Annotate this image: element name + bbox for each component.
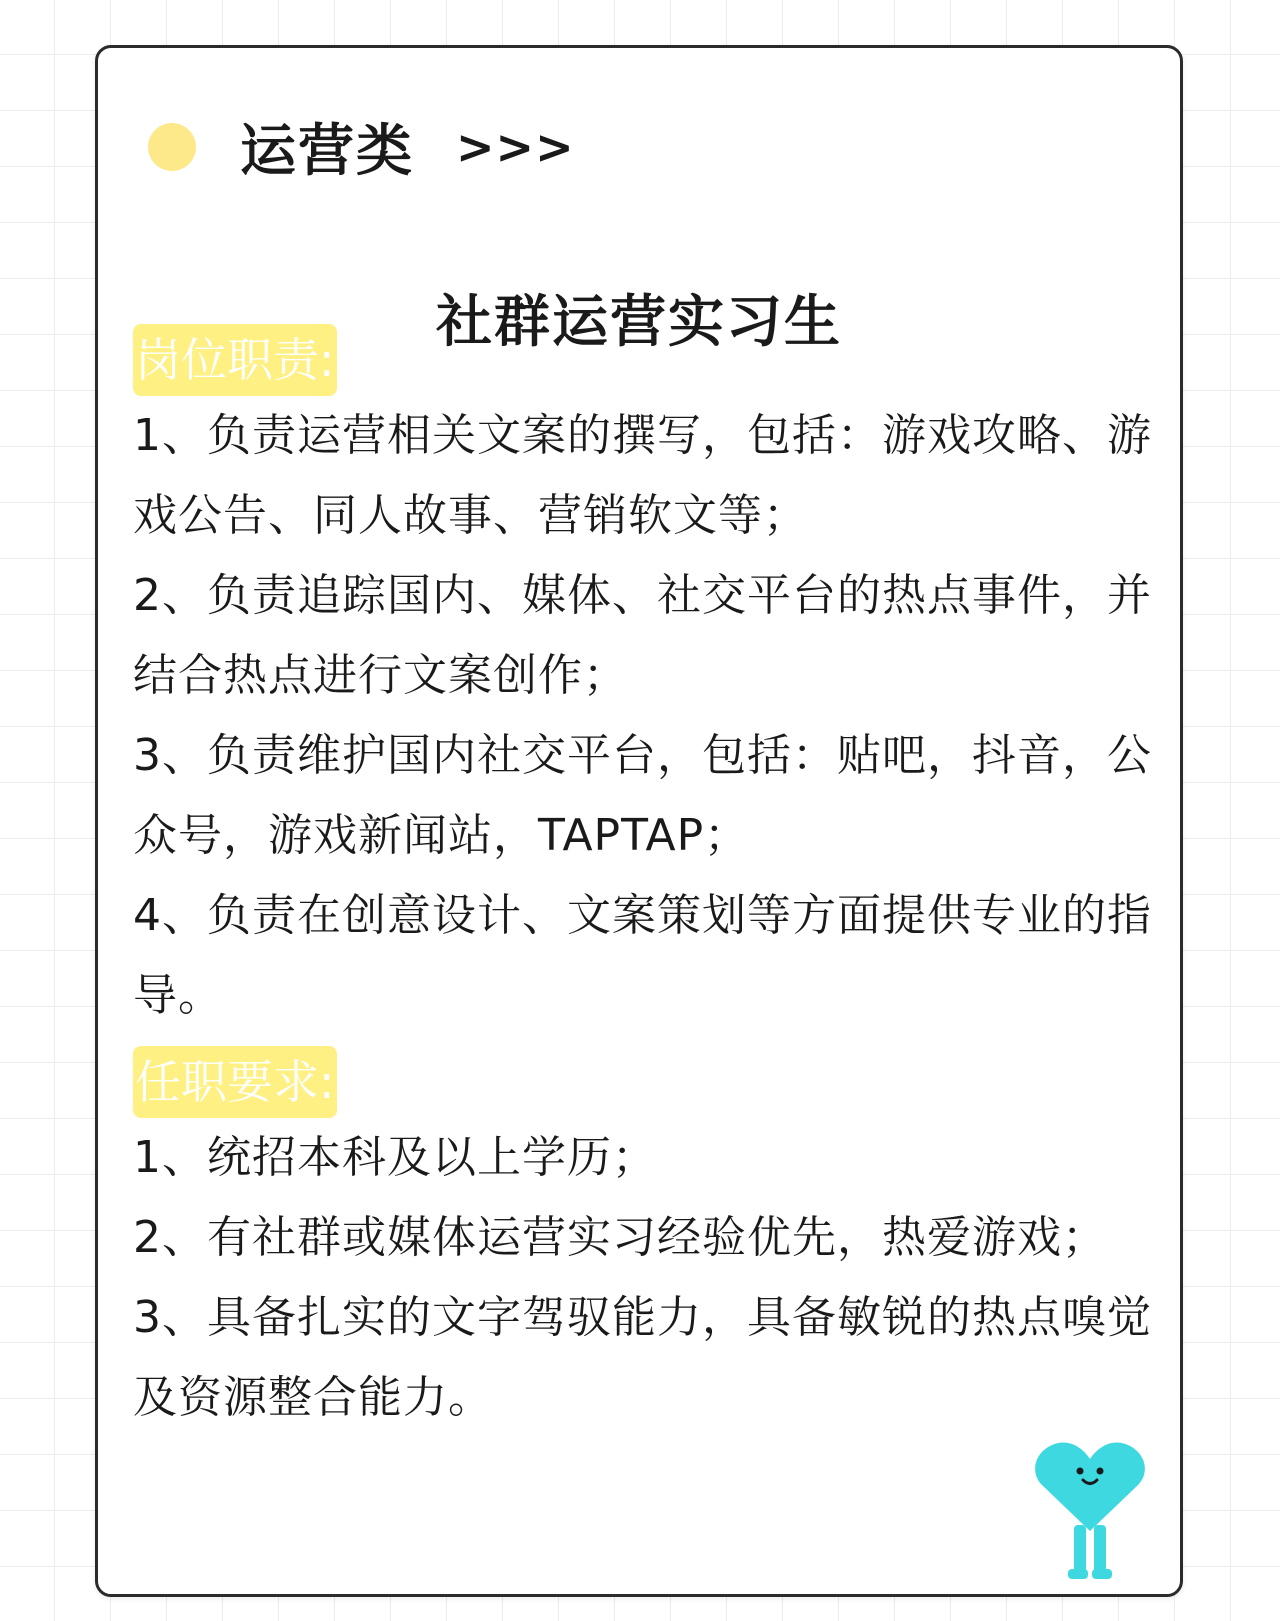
yellow-dot-icon	[148, 123, 196, 171]
responsibility-item: 4、负责在创意设计、文案策划等方面提供专业的指导。	[133, 890, 1152, 1021]
requirement-item: 3、具备扎实的文字驾驭能力，具备敏锐的热点嗅觉及资源整合能力。	[133, 1292, 1152, 1423]
job-title: 社群运营实习生	[436, 290, 842, 355]
category-label: 运营类	[240, 119, 414, 184]
heart-mascot-icon	[1030, 1435, 1150, 1585]
responsibility-item: 3、负责维护国内社交平台，包括：贴吧，抖音，公众号，游戏新闻站，TAPTAP；	[133, 730, 1152, 861]
responsibility-item: 2、负责追踪国内、媒体、社交平台的热点事件，并结合热点进行文案创作；	[133, 570, 1152, 701]
requirements-heading: 任职要求:	[133, 1046, 337, 1118]
arrow-indicator: >>>	[456, 120, 575, 174]
responsibility-item: 1、负责运营相关文案的撰写，包括：游戏攻略、游戏公告、同人故事、营销软文等；	[133, 410, 1152, 541]
job-content	[133, 324, 1153, 1438]
job-card	[95, 45, 1183, 1597]
requirement-item: 1、统招本科及以上学历；	[133, 1132, 657, 1183]
responsibilities-heading: 岗位职责:	[133, 324, 337, 396]
section-header	[148, 112, 575, 182]
requirement-item: 2、有社群或媒体运营实习经验优先，热爱游戏；	[133, 1212, 1107, 1263]
